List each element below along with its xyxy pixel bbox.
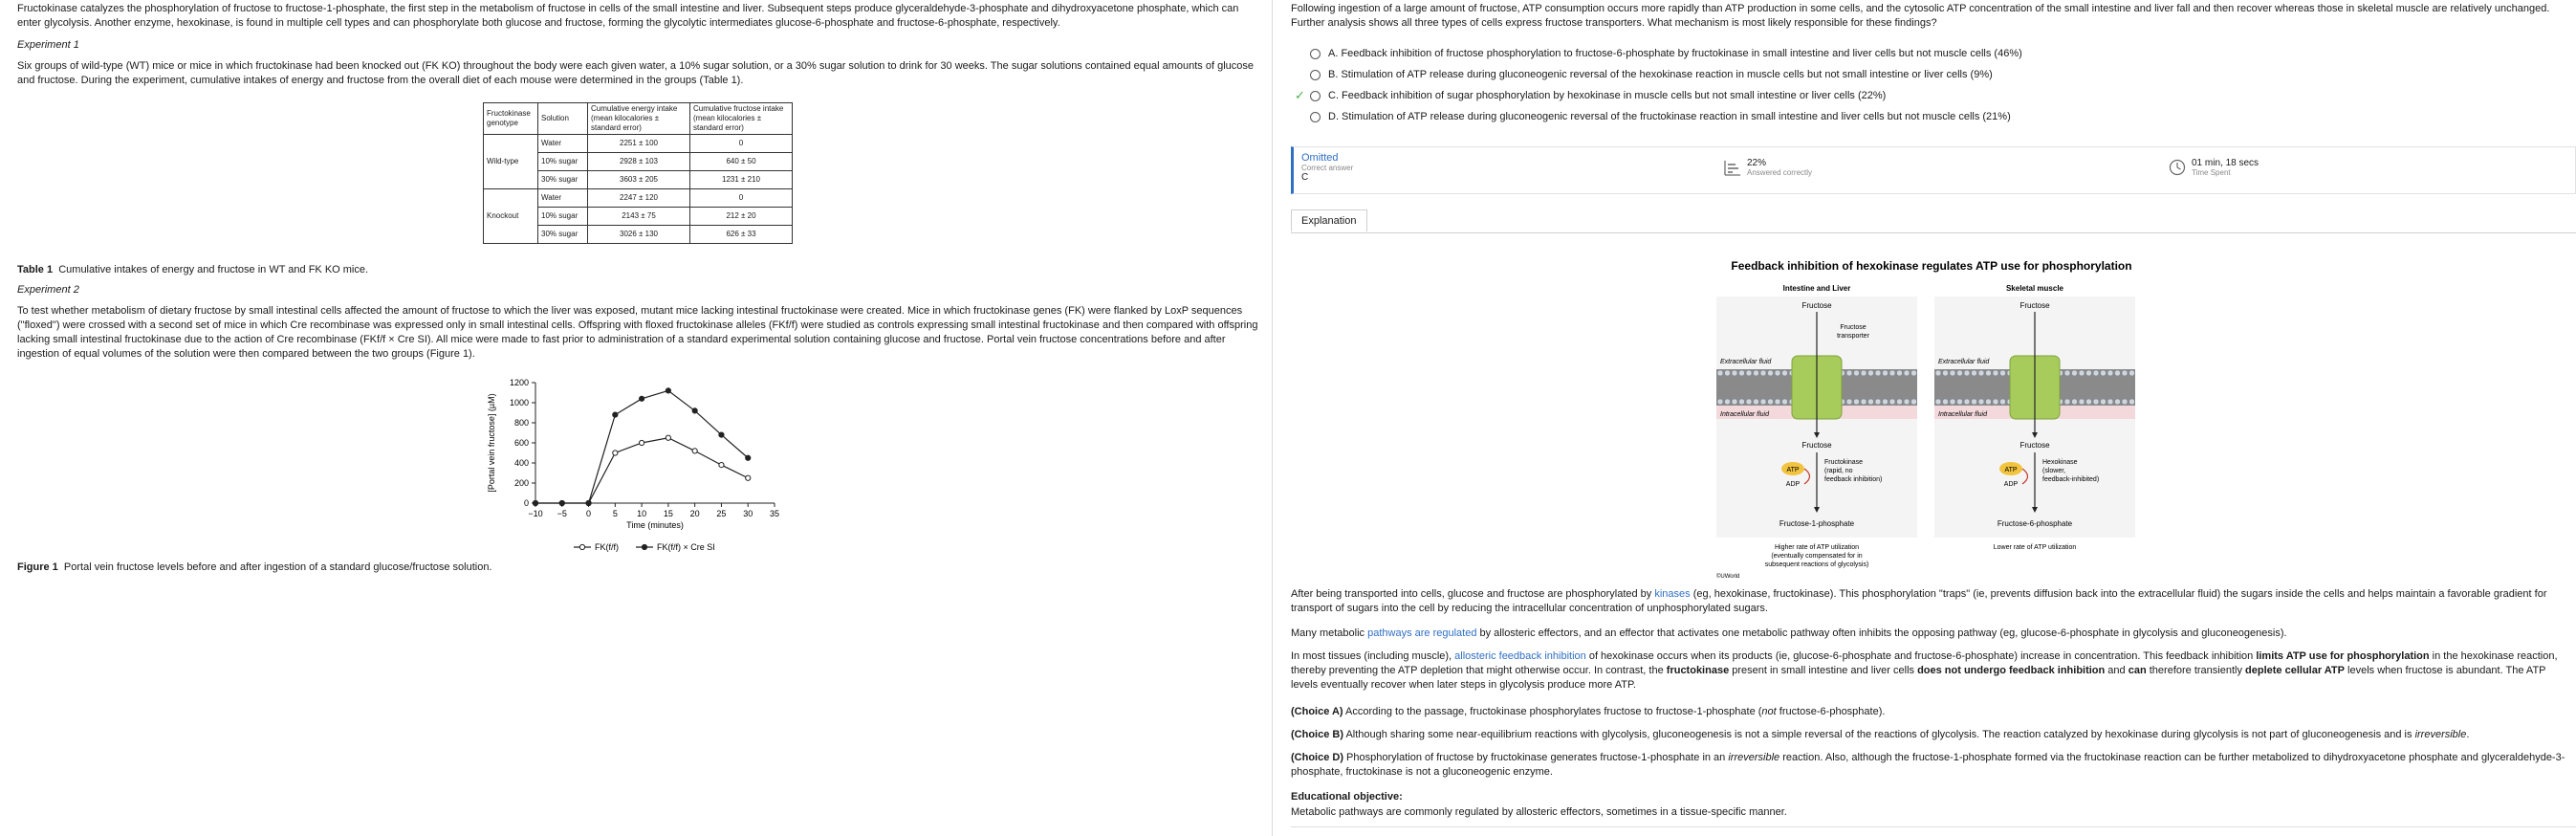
lipid-head [1754,370,1759,376]
enzyme-label: Hexokinase [2042,459,2078,466]
lipid-head [1760,399,1766,405]
atp-label: ATP [2004,467,2018,473]
radio-button[interactable] [1310,49,1321,59]
lipid-head [1897,399,1903,405]
lipid-head [2122,370,2128,376]
x-tick-label: −10 [528,509,543,518]
answer-choice-D[interactable] [1310,109,2011,124]
data-point [692,449,697,453]
table-caption-label: Table 1 [17,264,54,275]
clock-icon [2169,159,2186,176]
lipid-head [1972,370,1977,376]
lipid-head [1897,370,1903,376]
lipid-head [1754,399,1759,405]
intracellular-label: Intracellular fluid [1720,411,1769,418]
lipid-head [2115,399,2121,405]
link-pathways-regulated[interactable]: pathways are regulated [1367,627,1477,639]
data-point [692,408,697,413]
tab-explanation[interactable]: Explanation [1291,209,1367,231]
hexokinase-figure [1716,256,2147,582]
lipid-head [1935,399,1941,405]
y-tick-label: 1200 [509,378,529,387]
lipid-head [1846,399,1852,405]
x-tick-label: 35 [769,509,780,518]
enzyme-sublabel: feedback inhibition) [1824,476,1883,483]
lipid-head [1732,399,1737,405]
table-cell-genotype: Knockout [484,189,538,244]
intracellular-label: Intracellular fluid [1938,411,1987,418]
table-caption [17,264,368,275]
lipid-head [2072,370,2078,376]
y-tick-label: 400 [513,458,529,468]
experiment2-text: To test whether metabolism of dietary fructose by small intestinal cells affected the amount of fructose to which the liver was exposed, mutant mice lacking intestinal fructokinase were created. Mice in which fructokinase genes (FK) were flanked by LoxP sequences ("floxed") were crossed with a second set of mice in which Cre recombinase was expressed only in small intestinal cells. Offspring with floxed fructokinase alleles (FKf/f) were studied as controls expressing small intestinal fructokinase and then compared with offspring lacking small intestinal fructokinase due to the action of Cre recombinase (FKf/f × Cre SI). All mice were made to fast prior to administration of a standard experimental solution containing glucose and fructose. Portal vein fructose concentrations before and after ingestion of equal volumes of the solution were then compared between the two groups (Figure 1). [17,305,1258,360]
passage-intro: Fructokinase catalyzes the phosphorylation of fructose to fructose-1-phosphate, the first step in the metabolism of fructose in cells of the small intestine and liver. Subsequent steps produce glyceraldehyde-3-phosphate and dihydroxyacetone phosphate, which can enter glycolysis. Another enzyme, hexokinase, is found in multiple cell types and can phosphorylate both glucose and fructose, forming the glycolytic intermediates glucose-6-phosphate and fructose-6-phosphate, respectively. [17,3,1239,29]
figure-caption-label: Figure 1 [17,561,58,573]
educational-objective-text: Metabolic pathways are commonly regulated by allosteric effectors, sometimes in a tissue-specific manner. [1291,806,1787,818]
question-panel [1281,0,2576,836]
lipid-head [1846,370,1852,376]
data-point [719,463,724,468]
lipid-head [1964,399,1970,405]
lipid-head [2072,399,2078,405]
x-tick-label: 10 [637,509,647,518]
lipid-head [1986,399,1992,405]
table-cell-fructose: 0 [690,189,793,208]
radio-button[interactable] [1310,112,1321,122]
lipid-head [2064,370,2070,376]
explanation-choice-a: (Choice A) According to the passage, fructokinase phosphorylates fructose to fructose-1-phosphate (not fructose-6-phosphate). [1291,706,1886,717]
omitted-status [1301,152,1353,183]
lipid-head [2000,399,2006,405]
lipid-head [1868,370,1874,376]
lipid-head [1986,370,1992,376]
correct-answer-label: Correct answer [1301,164,1354,172]
lipid-head [2086,399,2092,405]
answer-choice-text: A. Feedback inhibition of fructose phosphorylation to fructose-6-phosphate by fructokinase in small intestine and liver cells but not muscle cells (46%) [1328,48,2022,59]
data-point [666,435,670,440]
lipid-head [1957,399,1963,405]
time-spent [2169,158,2259,177]
percent-value: 22% [1747,158,1767,168]
outcome-label: Higher rate of ATP utilization [1774,544,1860,551]
lipid-head [1978,370,1984,376]
table-cell-fructose: 640 ± 50 [690,153,793,171]
series-line [535,390,748,503]
table-cell-energy: 2251 ± 100 [588,135,690,153]
enzyme-sublabel: feedback-inhibited) [2042,476,2100,483]
lipid-head [2079,399,2085,405]
enzyme-sublabel: (slower, [2042,468,2066,474]
explanation-p2: Many metabolic pathways are regulated by allosteric effectors, and an effector that activates one metabolic pathway often inhibits the opposing pathway (eg, glucose-6-phosphate in glycolysis and gluconeogenesis). [1291,627,2287,639]
table-cell-energy: 2143 ± 75 [588,208,690,226]
lipid-head [1889,399,1895,405]
figure-title: Feedback inhibition of hexokinase regulates ATP use for phosphorylation [1731,259,2132,273]
explanation-choice-b: (Choice B) Although sharing some near-equilibrium reactions with glycolysis, gluconeogenesis is not a simple reversal of the reactions of glycolysis. The reaction catalyzed by hexokinase during glycolysis is not part of gluconeogenesis and is irreversible. [1291,729,2470,740]
fructose-outside-label: Fructose [2019,301,2050,310]
x-tick-label: 30 [743,509,753,518]
adp-label: ADP [2003,481,2019,488]
data-point [613,412,618,417]
answer-choice-text: B. Stimulation of ATP release during gluconeogenic reversal of the hexokinase reaction in muscle cells but not small intestine or liver cells (9%) [1328,69,1993,80]
table-cell-fructose: 1231 ± 210 [690,171,793,189]
fructose-inside-label: Fructose [2019,441,2050,450]
lipid-head [2093,399,2099,405]
x-tick-label: 5 [612,509,618,518]
lipid-head [1943,370,1949,376]
lipid-head [1717,370,1723,376]
experiment2-heading: Experiment 2 [17,284,79,296]
answer-status-bar [1291,146,2576,194]
table-cell-solution: Water [538,189,588,208]
table-cell-fructose: 626 ± 33 [690,226,793,244]
panel-header: Intestine and Liver [1782,284,1851,293]
x-tick-label: 0 [586,509,592,518]
lipid-head [1854,370,1860,376]
lipid-head [1883,399,1888,405]
table-header-genotype: Fructokinase genotype [484,103,538,135]
data-point [586,500,591,505]
data-point [533,500,537,505]
answer-choice-B[interactable] [1310,67,1993,82]
table-cell-genotype: Wild-type [484,135,538,189]
y-axis-label: [Portal vein fructose] (µM) [487,393,496,493]
table-cell-energy: 2247 ± 120 [588,189,690,208]
answer-choice-A[interactable] [1310,46,2022,61]
lipid-head [1978,399,1984,405]
correct-answer-value: C [1301,172,1309,183]
lipid-head [2064,399,2070,405]
lipid-head [1782,370,1788,376]
lipid-head [1725,370,1731,376]
lipid-head [1911,399,1917,405]
figure-caption [17,561,492,573]
transporter-label: Fructose [1840,324,1867,331]
x-tick-label: 20 [689,509,700,518]
y-tick-label: 800 [513,418,529,428]
table-cell-solution: 10% sugar [538,208,588,226]
lipid-head [1746,399,1752,405]
legend-marker [579,544,584,549]
table-cell-solution: 10% sugar [538,153,588,171]
y-tick-label: 1000 [509,398,529,407]
lipid-head [1775,399,1780,405]
explanation-p1: After being transported into cells, glucose and fructose are phosphorylated by kinases (eg, hexokinase, fructokinase). This phosphorylation "traps" (ie, prevents diffusion back into the extracellular fluid) the sugars inside the cells and helps maintain a favorable gradient for transport of sugars into the cell by reducing the intracellular concentration of unphosphorylated sugars. [1291,588,2547,614]
radio-button[interactable] [1310,70,1321,80]
time-value: 01 min, 18 secs [2192,158,2259,168]
panel-divider [1272,0,1273,836]
extracellular-label: Extracellular fluid [1938,359,1990,365]
lipid-head [1782,399,1788,405]
percent-label: Answered correctly [1747,168,1813,177]
table-caption-text: Cumulative intakes of energy and fructose in WT and FK KO mice. [58,264,369,275]
extracellular-label: Extracellular fluid [1720,359,1772,365]
lipid-head [1950,370,1955,376]
omitted-label: Omitted [1301,152,1339,164]
lipid-head [1768,370,1774,376]
lipid-head [1957,370,1963,376]
lipid-head [1861,399,1867,405]
panel-header: Skeletal muscle [2005,284,2064,293]
lipid-head [1993,399,1998,405]
lipid-head [2079,370,2085,376]
enzyme-label: Fructokinase [1824,459,1864,466]
x-tick-label: 15 [663,509,673,518]
lipid-head [1943,399,1949,405]
table-header-solution: Solution [538,103,588,135]
data-point [746,475,751,480]
lipid-head [1889,370,1895,376]
time-label: Time Spent [2192,168,2231,177]
radio-button[interactable] [1310,91,1321,101]
credit-label: ©UWorld [1716,574,1740,580]
fructose-inside-label: Fructose [1801,441,1832,450]
legend-label: FK(f/f) × Cre SI [657,542,715,552]
explanation-choice-d: (Choice D) Phosphorylation of fructose by fructokinase generates fructose-1-phosphate in an irreversible reaction. Also, although the fructose-1-phosphate formed via the fructokinase reaction can be further metabolized to dihydroxyacetone phosphate and glyceraldehyde-3-phosphate, fructokinase is not a gluconeogenic enzyme. [1291,752,2565,778]
experiment1-text: Six groups of wild-type (WT) mice or mice in which fructokinase had been knocked out (FK KO) throughout the body were each given water, a 10% sugar solution, or a 30% sugar solution to drink for 30 weeks. The sugar solutions contained equal amounts of glucose and fructose. During the experiment, cumulative intakes of energy and fructose from the overall diet of each mouse were determined in the groups (Table 1). [17,60,1254,86]
lipid-head [1993,370,1998,376]
lipid-head [1875,370,1881,376]
lipid-head [1861,370,1867,376]
lipid-head [1904,399,1910,405]
lipid-head [1775,370,1780,376]
tab-underline [1291,232,2576,233]
data-point [613,451,618,455]
y-tick-label: 600 [513,438,529,448]
legend-label: FK(f/f) [595,542,619,552]
data-point [640,440,644,445]
correct-check-icon: ✓ [1295,88,1305,102]
lipid-head [1868,399,1874,405]
experiment1-heading: Experiment 1 [17,39,79,51]
lipid-head [1739,399,1745,405]
explanation-p3: In most tissues (including muscle), allosteric feedback inhibition of hexokinase occurs when its products (ie, glucose-6-phosphate and fructose-6-phosphate) increase in concentration. This feedback inhibition limits ATP use for phosphorylation in the hexokinase reaction, thereby preventing the ATP depletion that might otherwise occur. In contrast, the fructokinase present in small intestine and liver cells does not undergo feedback inhibition and can therefore transiently deplete cellular ATP levels when fructose is abundant. The ATP levels eventually recover when later steps in glycolysis produce more ATP. [1291,650,2558,691]
x-tick-label: −5 [557,509,567,518]
table-cell-solution: 30% sugar [538,171,588,189]
lipid-head [1725,399,1731,405]
data-point [719,432,724,437]
bottom-divider [1291,826,2576,827]
outcome-label: (eventually compensated for in [1771,553,1863,560]
figure-1-chart [483,377,798,559]
lipid-head [1904,370,1910,376]
table-cell-fructose: 0 [690,135,793,153]
link-allosteric-feedback[interactable]: allosteric feedback inhibition [1454,650,1586,662]
table-1 [483,102,793,244]
series-line [535,438,748,503]
table-row [484,189,793,208]
lipid-head [1746,370,1752,376]
outcome-label: subsequent reactions of glycolysis) [1764,561,1869,568]
lipid-head [1964,370,1970,376]
lipid-head [1950,399,1955,405]
link-kinases[interactable]: kinases [1654,588,1691,600]
percent-correct [1724,158,1812,177]
adp-label: ADP [1785,481,1801,488]
lipid-head [1883,370,1888,376]
lipid-head [2129,399,2135,405]
lipid-head [2115,370,2121,376]
x-axis-label: Time (minutes) [626,520,684,530]
x-tick-label: 25 [716,509,727,518]
lipid-head [2107,370,2113,376]
transporter-label: transporter [1837,333,1869,340]
table-cell-solution: Water [538,135,588,153]
lipid-head [1768,399,1774,405]
table-row [484,135,793,153]
table-cell-energy: 2928 ± 103 [588,153,690,171]
outcome-label: Lower rate of ATP utilization [1993,544,2077,551]
table-cell-energy: 3603 ± 205 [588,171,690,189]
lipid-head [1760,370,1766,376]
data-point [746,455,751,460]
lipid-head [2000,370,2006,376]
lipid-head [2101,370,2107,376]
bar-chart-icon [1724,159,1741,176]
data-point [640,396,644,401]
lipid-head [2086,370,2092,376]
y-tick-label: 0 [523,498,529,508]
fructose-outside-label: Fructose [1801,301,1832,310]
lipid-head [1739,370,1745,376]
data-point [666,388,670,393]
product-label: Fructose-1-phosphate [1779,519,1855,528]
legend-marker [642,544,646,549]
answer-choice-C[interactable] [1295,88,1887,103]
question-stem: Following ingestion of a large amount of fructose, ATP consumption occurs more rapidly than ATP production in some cells, and the cytosolic ATP concentration of the small intestine and liver fall and then recover whereas those in skeletal muscle are relatively unchanged. Further analysis shows all three types of cells express fructose transporters. What mechanism is most likely responsible for these findings? [1291,3,2550,29]
y-tick-label: 200 [513,478,529,488]
table-cell-energy: 3026 ± 130 [588,226,690,244]
atp-label: ATP [1786,467,1800,473]
lipid-head [2107,399,2113,405]
product-label: Fructose-6-phosphate [1997,519,2073,528]
figure-caption-text: Portal vein fructose levels before and after ingestion of a standard glucose/fructose solution. [63,561,492,573]
answer-choice-text: D. Stimulation of ATP release during gluconeogenic reversal of the fructokinase reaction in small intestine and liver cells but not muscle cells (21%) [1328,111,2011,122]
table-header-fructose: Cumulative fructose intake (mean kilocalories ± standard error) [690,103,793,135]
educational-objective-label: Educational objective: [1291,791,1403,803]
enzyme-sublabel: (rapid, no [1824,468,1853,474]
table-cell-solution: 30% sugar [538,226,588,244]
data-point [559,500,564,505]
lipid-head [2122,399,2128,405]
lipid-head [1935,370,1941,376]
lipid-head [1732,370,1737,376]
passage-panel [0,0,1272,836]
lipid-head [1717,399,1723,405]
table-cell-fructose: 212 ± 20 [690,208,793,226]
table-header-row [484,103,793,135]
lipid-head [1854,399,1860,405]
lipid-head [2101,399,2107,405]
table-header-energy: Cumulative energy intake (mean kilocalories ± standard error) [588,103,690,135]
lipid-head [1911,370,1917,376]
lipid-head [1875,399,1881,405]
lipid-head [2093,370,2099,376]
lipid-head [2129,370,2135,376]
answer-choice-text: C. Feedback inhibition of sugar phosphorylation by hexokinase in muscle cells but not small intestine or liver cells (22%) [1328,90,1887,101]
lipid-head [1972,399,1977,405]
